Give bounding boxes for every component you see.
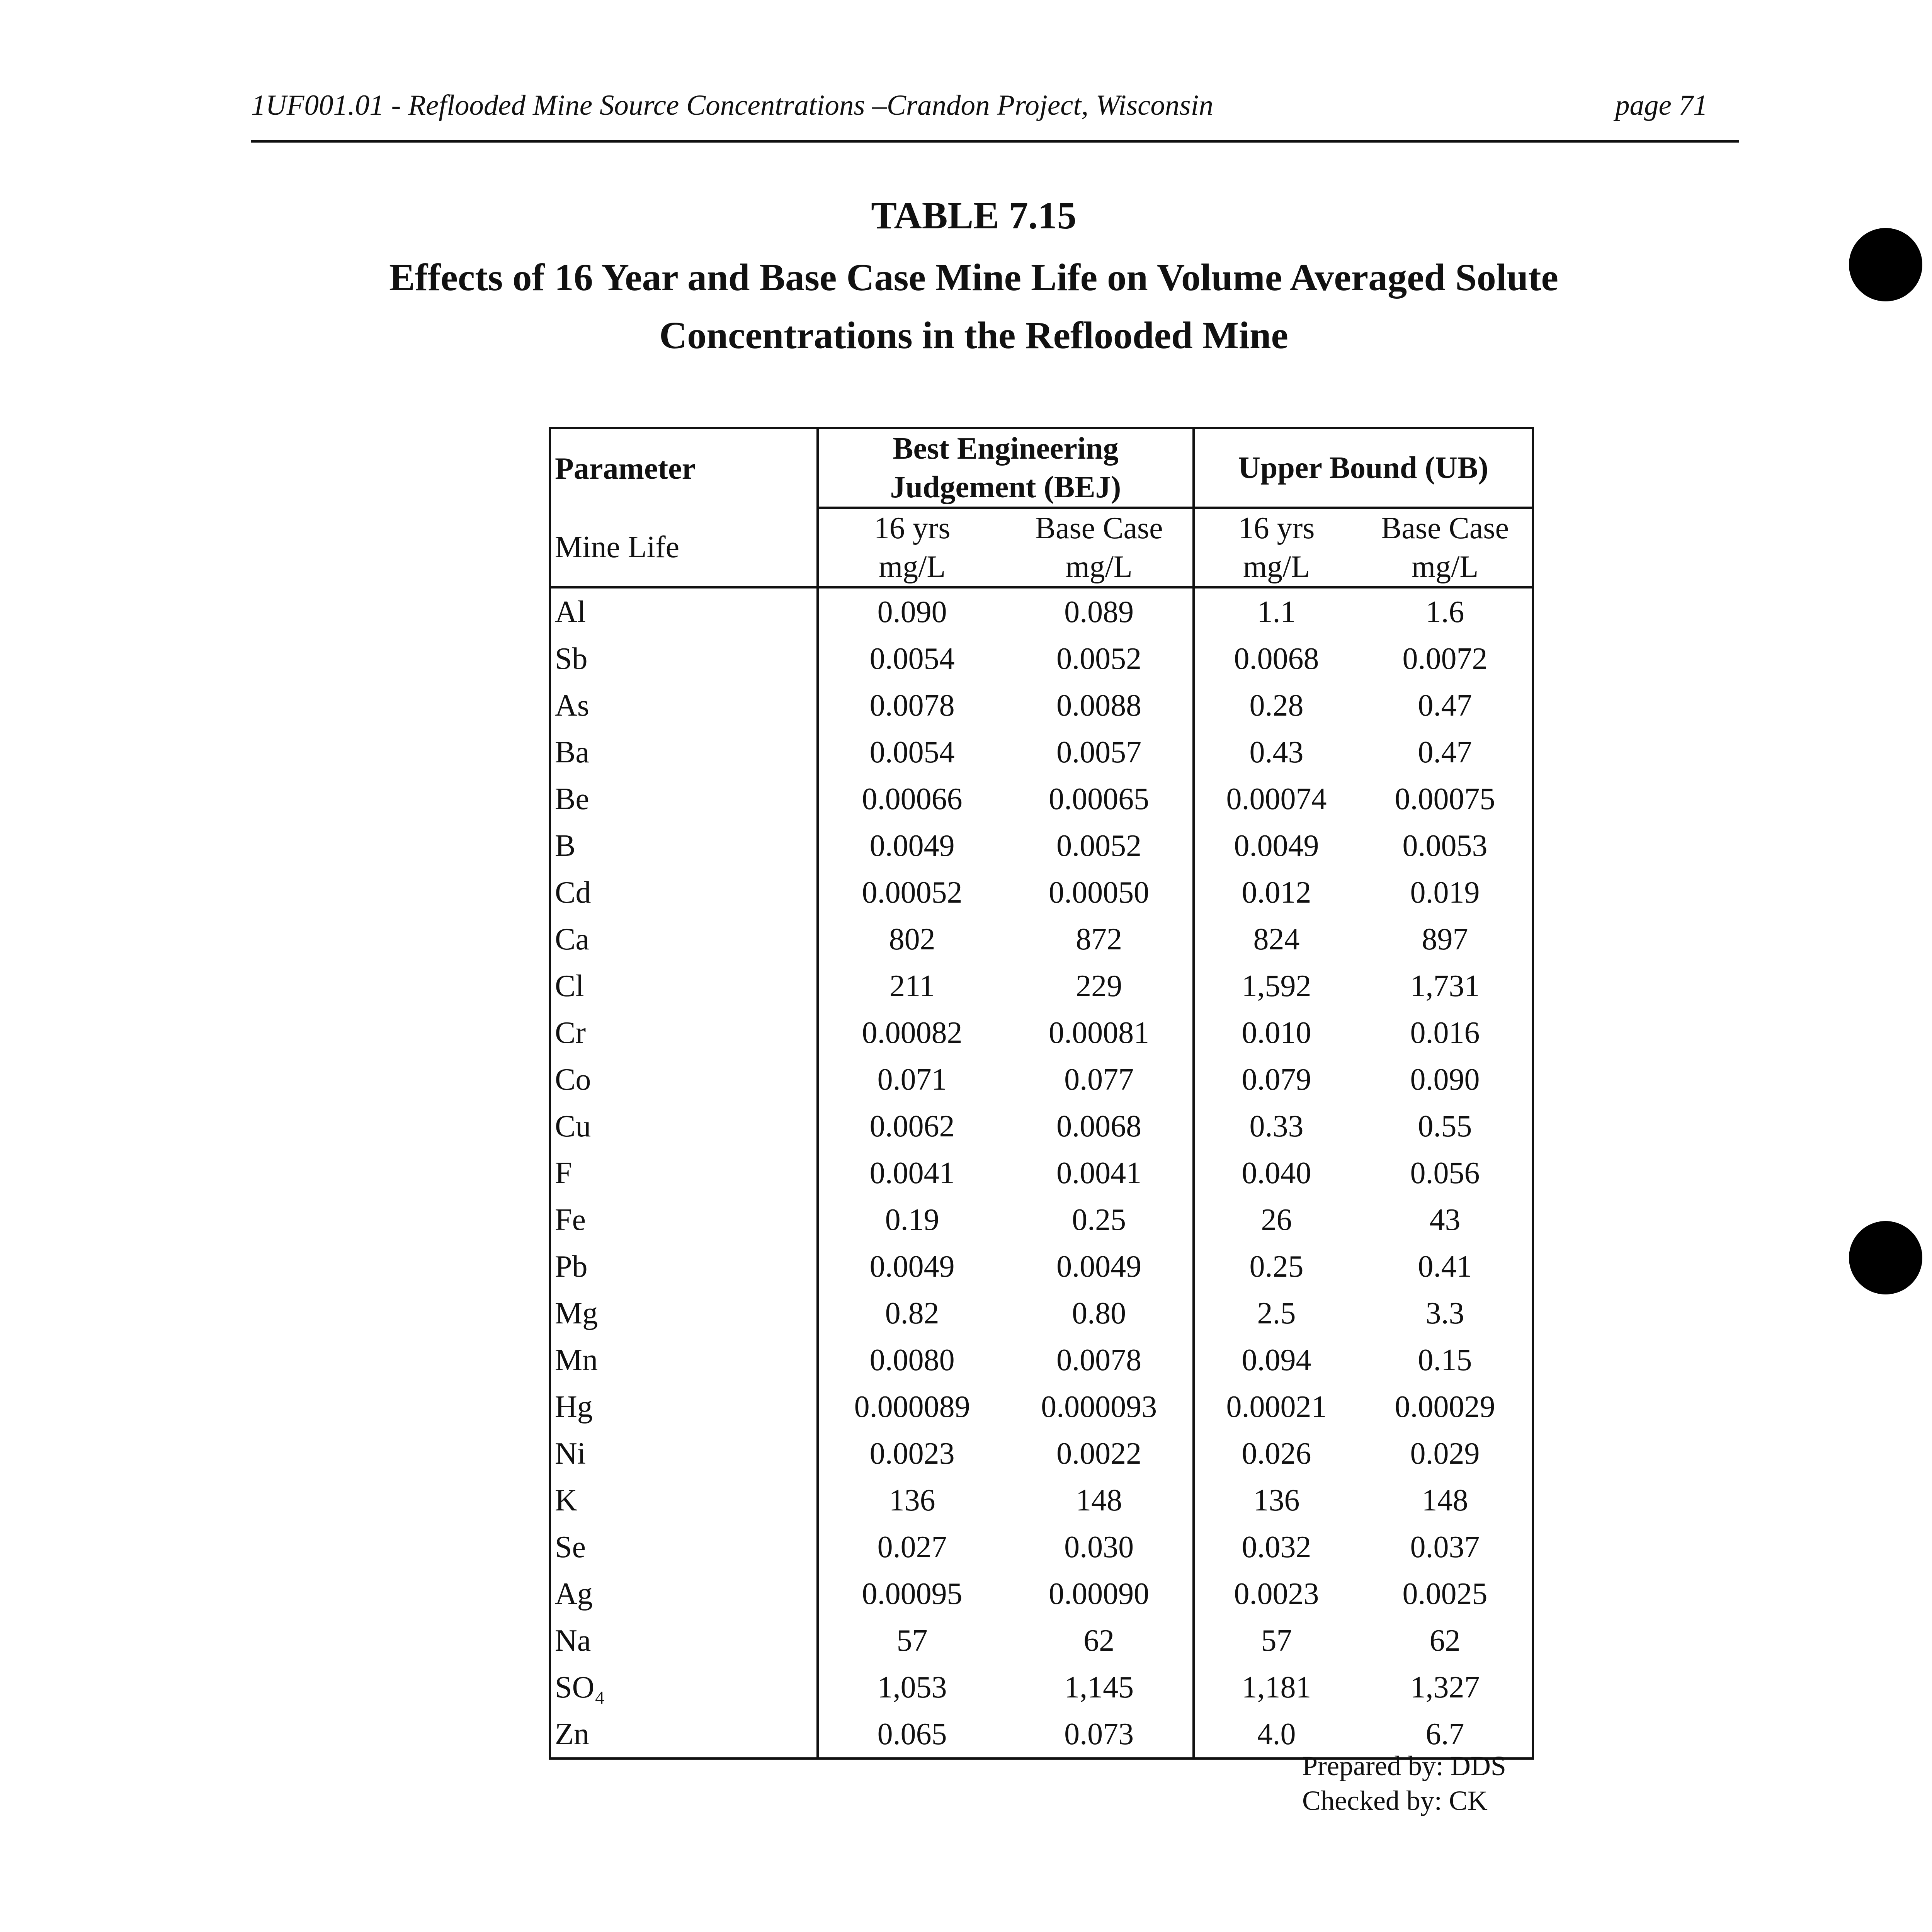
parameter-cell: Sb [550,635,818,682]
concentration-table [549,427,1534,1760]
parameter-cell: Zn [550,1711,818,1759]
parameter-cell: Na [550,1617,818,1664]
table-row [550,1477,1533,1524]
bej-16yrs-cell: 136 [889,1483,935,1517]
ub-base-cell: 1,327 [1358,1664,1533,1711]
bej-16yrs-cell: 0.0078 [869,688,955,723]
ub-base-cell: 0.47 [1358,682,1533,729]
bej-16yrs-cell: 0.82 [885,1296,939,1330]
parameter-cell: Se [550,1524,818,1570]
ub-16yrs-cell: 0.040 [1242,1156,1311,1190]
table-header-row [550,428,1533,508]
prepared-by: Prepared by: DDS [1302,1750,1506,1781]
table-row [550,1150,1533,1196]
ub-16yrs-cell: 2.5 [1257,1296,1296,1330]
table-body [550,587,1533,1759]
bej-base-cell: 0.0052 [1005,822,1194,869]
parameter-cell: Pb [550,1243,818,1290]
bej-16yrs-cell: 0.0049 [869,828,955,863]
bej-16yrs-cell: 0.000089 [854,1389,970,1424]
parameter-cell: F [550,1150,818,1196]
ub-16yrs-cell: 0.012 [1242,875,1311,910]
parameter-cell: Ca [550,916,818,963]
table-row [550,963,1533,1009]
bej-base-cell: 0.25 [1005,1196,1194,1243]
bej-base-cell: 229 [1005,963,1194,1009]
bej-16yrs-cell: 0.00066 [862,782,963,816]
bej-base-cell: 0.0088 [1005,682,1194,729]
bej-16yrs-cell: 0.090 [877,595,947,629]
ub-16yrs-cell: 0.43 [1249,735,1304,769]
parameter-cell: B [550,822,818,869]
ub-base-cell: 0.47 [1358,729,1533,776]
ub-base-cell: 6.7 [1358,1711,1533,1759]
bej-base-cell: 0.00050 [1005,869,1194,916]
bej-header-line-1: Best Engineering [893,432,1119,466]
ub-16yrs-cell: 0.079 [1242,1062,1311,1097]
parameter-cell: Cu [550,1103,818,1150]
ub-base-cell: 1,731 [1358,963,1533,1009]
ub-base-cell: 0.056 [1358,1150,1533,1196]
document-header-title: 1UF001.01 - Reflooded Mine Source Concentrations –Crandon Project, Wisconsin [251,89,1213,121]
table-row [550,1430,1533,1477]
ub-base-cell: 0.00075 [1358,776,1533,822]
bej-base-col [1005,508,1194,587]
table-row [550,1056,1533,1103]
parameter-cell: Ag [550,1570,818,1617]
bej-base-cell: 0.0041 [1005,1150,1194,1196]
parameter-cell: Hg [550,1383,818,1430]
ub-16yrs-cell: 0.25 [1249,1249,1304,1284]
parameter-cell: Mg [550,1290,818,1337]
bej-16yrs-cell: 0.0062 [869,1109,955,1143]
ub-base-cell: 0.090 [1358,1056,1533,1103]
page-number: page 71 [1615,89,1708,121]
table-row [550,635,1533,682]
bej-base-cell: 0.073 [1005,1711,1194,1759]
bej-16yrs-cell: 0.027 [877,1530,947,1564]
bej-16yrs-cell: 0.065 [818,1711,1006,1759]
ub-base-cell: 0.15 [1358,1337,1533,1383]
bej-base-cell: 0.0052 [1005,635,1194,682]
bej-base-unit: mg/L [1065,550,1133,584]
parameter-cell: Al [550,587,818,635]
bej-16yrs-cell: 0.0049 [869,1249,955,1284]
bej-base-cell: 0.0022 [1005,1430,1194,1477]
ub-16yrs-cell: 0.026 [1242,1436,1311,1471]
ub-16yrs-cell: 0.33 [1249,1109,1304,1143]
bej-base-cell: 0.0078 [1005,1337,1194,1383]
table-row [550,1617,1533,1664]
bej-16yrs-cell: 0.00082 [862,1015,963,1050]
ub-base-cell: 1.6 [1358,587,1533,635]
ub-base-cell: 897 [1358,916,1533,963]
table-row [550,729,1533,776]
ub-base-cell: 0.016 [1358,1009,1533,1056]
bej-base-cell: 0.000093 [1005,1383,1194,1430]
ub-base-cell: 0.55 [1358,1103,1533,1150]
bej-16yrs-col [818,508,1006,587]
ub-base-cell: 0.0053 [1358,822,1533,869]
ub-base-cell: 0.0025 [1358,1570,1533,1617]
ub-16yrs-cell: 57 [1261,1623,1292,1658]
bej-base-cell: 148 [1005,1477,1194,1524]
bej-base-cell: 0.030 [1005,1524,1194,1570]
ub-base-cell: 148 [1358,1477,1533,1524]
ub-16yrs-cell: 824 [1253,922,1300,956]
ub-16yrs-cell: 0.0023 [1234,1577,1319,1611]
bej-base-cell: 872 [1005,916,1194,963]
ub-16yrs-cell: 0.00021 [1226,1389,1327,1424]
parameter-cell: Mn [550,1337,818,1383]
bej-16yrs-cell: 0.00095 [862,1577,963,1611]
bej-base-cell: 0.0068 [1005,1103,1194,1150]
punch-hole-top [1849,228,1922,301]
bej-header [818,428,1194,508]
bej-16yrs-label: 16 yrs [874,511,951,545]
bej-16yrs-unit: mg/L [878,550,946,584]
ub-base-cell: 0.00029 [1358,1383,1533,1430]
bej-base-cell: 1,145 [1005,1664,1194,1711]
table-row [550,776,1533,822]
ub-base-cell: 0.029 [1358,1430,1533,1477]
bej-16yrs-cell: 0.071 [877,1062,947,1097]
ub-header: Upper Bound (UB) [1194,428,1533,508]
parameter-cell: Cd [550,869,818,916]
bej-base-cell: 0.0057 [1005,729,1194,776]
ub-base-col [1358,508,1533,587]
bej-16yrs-cell: 57 [896,1623,928,1658]
ub-16yrs-cell: 0.0068 [1234,641,1319,676]
table-row [550,1103,1533,1150]
header-rule [251,140,1739,143]
checked-by: Checked by: CK [1302,1785,1488,1816]
bej-16yrs-cell: 0.00052 [862,875,963,910]
ub-16yrs-cell: 0.28 [1249,688,1304,723]
ub-16yrs-cell: 0.0049 [1234,828,1319,863]
bej-16yrs-cell: 802 [889,922,935,956]
ub-16yrs-label: 16 yrs [1238,511,1315,545]
bej-base-cell: 0.00081 [1005,1009,1194,1056]
parameter-cell: Ni [550,1430,818,1477]
bej-base-cell: 0.80 [1005,1290,1194,1337]
bej-base-label: Base Case [1035,511,1163,545]
table-row [550,1524,1533,1570]
ub-16yrs-cell: 1,181 [1242,1670,1311,1704]
ub-base-cell: 62 [1358,1617,1533,1664]
table-row [550,1664,1533,1711]
ub-16yrs-cell: 136 [1253,1483,1300,1517]
bej-base-cell: 62 [1005,1617,1194,1664]
parameter-cell: Cr [550,1009,818,1056]
table-row [550,682,1533,729]
table-row [550,822,1533,869]
bej-16yrs-cell: 0.0054 [869,641,955,676]
table-title-line-2: Concentrations in the Reflooded Mine [659,314,1288,357]
ub-16yrs-unit: mg/L [1243,550,1310,584]
bej-base-cell: 0.00065 [1005,776,1194,822]
ub-base-unit: mg/L [1411,550,1479,584]
mine-life-row [550,508,1533,587]
bej-16yrs-cell: 0.0080 [869,1343,955,1377]
ub-16yrs-cell: 1,592 [1242,969,1311,1003]
mine-life-label: Mine Life [550,508,818,587]
table-number: TABLE 7.15 [871,194,1077,237]
bej-16yrs-cell: 0.0054 [869,735,955,769]
parameter-cell: SO₄ [550,1664,818,1711]
ub-base-cell: 0.0072 [1358,635,1533,682]
ub-16yrs-cell: 26 [1261,1202,1292,1237]
table-title-line-1: Effects of 16 Year and Base Case Mine Life on Volume Averaged Solute [389,256,1558,299]
bej-base-cell: 0.077 [1005,1056,1194,1103]
table-row [550,916,1533,963]
bej-16yrs-cell: 0.0023 [869,1436,955,1471]
bej-base-cell: 0.0049 [1005,1243,1194,1290]
parameter-cell: Be [550,776,818,822]
table-row [550,869,1533,916]
ub-base-cell: 43 [1358,1196,1533,1243]
parameter-cell: K [550,1477,818,1524]
parameter-cell: Co [550,1056,818,1103]
table-row [550,1383,1533,1430]
punch-hole-middle [1849,1221,1922,1294]
bej-header-line-2: Judgement (BEJ) [890,470,1121,504]
ub-base-cell: 0.037 [1358,1524,1533,1570]
ub-16yrs-cell: 0.00074 [1226,782,1327,816]
bej-base-cell: 0.089 [1005,587,1194,635]
prepared-checked-note [1302,1748,1506,1818]
bej-16yrs-cell: 0.0041 [869,1156,955,1190]
parameter-cell: Cl [550,963,818,1009]
parameter-cell: Ba [550,729,818,776]
ub-base-cell: 0.41 [1358,1243,1533,1290]
bej-16yrs-cell: 211 [889,969,935,1003]
parameter-cell: Fe [550,1196,818,1243]
bej-16yrs-cell: 1,053 [877,1670,947,1704]
ub-16yrs-cell: 4.0 [1194,1711,1358,1759]
ub-16yrs-col [1194,508,1358,587]
table-row [550,1337,1533,1383]
ub-16yrs-cell: 0.032 [1242,1530,1311,1564]
ub-base-cell: 3.3 [1358,1290,1533,1337]
ub-16yrs-cell: 1.1 [1257,595,1296,629]
parameter-cell: As [550,682,818,729]
table-row [550,1009,1533,1056]
ub-base-label: Base Case [1381,511,1509,545]
table-row [550,1290,1533,1337]
table-row [550,1570,1533,1617]
table-row [550,1243,1533,1290]
ub-16yrs-cell: 0.010 [1242,1015,1311,1050]
ub-16yrs-cell: 0.094 [1242,1343,1311,1377]
table-row [550,587,1533,635]
table-row [550,1196,1533,1243]
bej-base-cell: 0.00090 [1005,1570,1194,1617]
ub-base-cell: 0.019 [1358,869,1533,916]
bej-16yrs-cell: 0.19 [885,1202,939,1237]
parameter-header: Parameter [550,428,818,508]
